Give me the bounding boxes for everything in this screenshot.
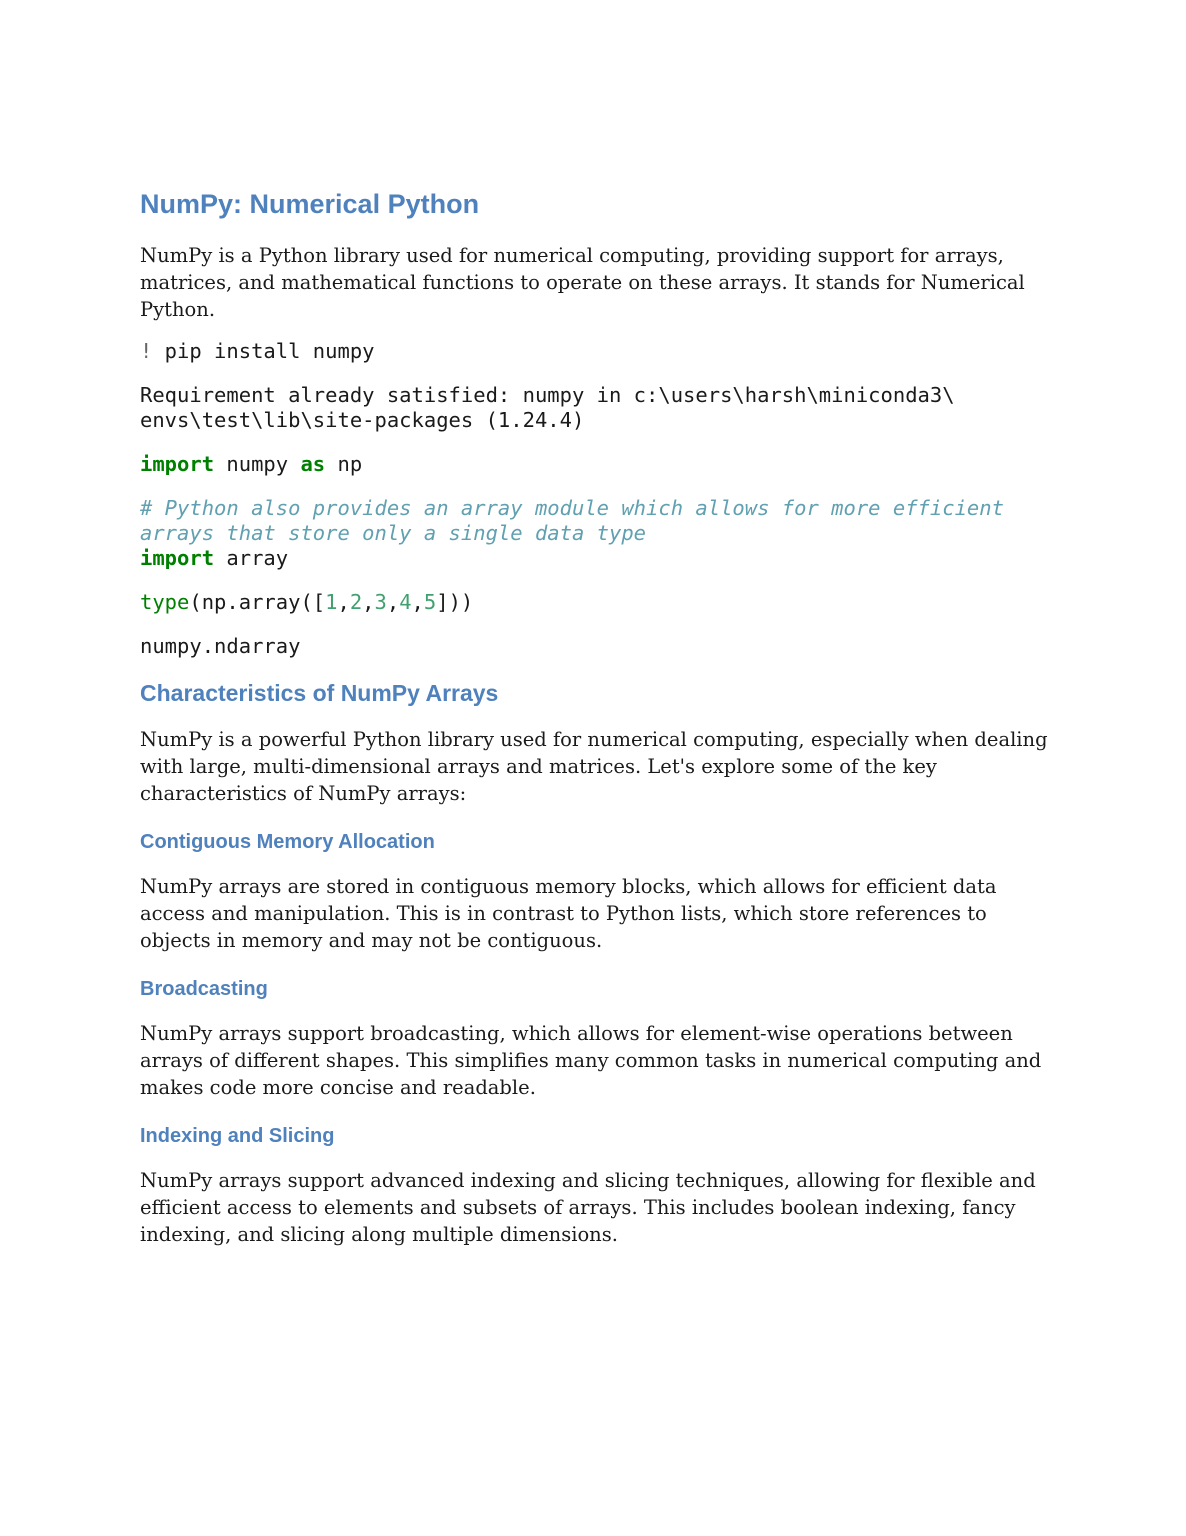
subsection-text-indexing: NumPy arrays support advanced indexing and slicing techniques, allowing for flexible and efficient access to elements and subsets of arrays. This includes boolean indexing, fancy indexing, and slicing along multiple dimensions. bbox=[140, 1169, 1036, 1246]
subsection-text-broadcasting: NumPy arrays support broadcasting, which allows for element-wise operations between arrays of different shapes. This simplifies many common tasks in numerical computing and makes code more concise and readable. bbox=[140, 1022, 1042, 1099]
section-intro: NumPy is a powerful Python library used for numerical computing, especially when dealing with large, multi-dimensional arrays and matrices. Let's explore some of the key characteristics of NumPy arrays: bbox=[140, 728, 1048, 805]
number-literal: 5 bbox=[423, 590, 437, 614]
keyword-as: as bbox=[300, 452, 326, 476]
call-close: ])) bbox=[436, 590, 474, 614]
page-title: NumPy: Numerical Python bbox=[140, 189, 480, 219]
number-literal: 3 bbox=[374, 590, 387, 614]
number-literal: 1 bbox=[325, 590, 338, 614]
subsection-heading-broadcasting: Broadcasting bbox=[140, 978, 268, 1000]
call-open: (np.array([ bbox=[189, 590, 326, 614]
comma: , bbox=[337, 590, 350, 614]
subsection-heading-indexing: Indexing and Slicing bbox=[140, 1125, 335, 1147]
pip-command: pip install numpy bbox=[152, 339, 375, 363]
number-literal: 4 bbox=[399, 590, 412, 614]
code-output-pip: Requirement already satisfied: numpy in c:\users\harsh\miniconda3\ envs\test\lib\site-packages (1.24.4) bbox=[140, 383, 967, 432]
shell-bang: ! bbox=[140, 339, 153, 363]
subsection-text-contiguous: NumPy arrays are stored in contiguous memory blocks, which allows for efficient data access and manipulation. This is in contrast to Python lists, which store references to objects in memory and may not be contiguous. bbox=[140, 875, 997, 952]
number-literal: 2 bbox=[349, 590, 363, 614]
keyword-import: import bbox=[140, 546, 215, 570]
builtin-type: type bbox=[140, 590, 190, 614]
code-cell-type-check bbox=[140, 590, 1060, 615]
subsection-heading-contiguous: Contiguous Memory Allocation bbox=[140, 831, 435, 853]
section-heading: Characteristics of NumPy Arrays bbox=[140, 680, 499, 706]
document-page bbox=[140, 186, 1060, 1264]
code-comment: # Python also provides an array module which allows for more efficient arrays that store only a single data type bbox=[140, 496, 1017, 545]
code-output-type: numpy.ndarray bbox=[140, 634, 301, 658]
code-cell-import-numpy bbox=[140, 452, 1060, 477]
code-cell-pip-install bbox=[140, 339, 1060, 364]
intro-paragraph: NumPy is a Python library used for numerical computing, providing support for arrays, matrices, and mathematical functions to operate on these arrays. It stands for Numerical Python. bbox=[140, 244, 1025, 321]
keyword-import: import bbox=[140, 452, 215, 476]
comma: , bbox=[386, 590, 400, 614]
alias-name: np bbox=[325, 452, 363, 476]
code-cell-import-array bbox=[140, 496, 1060, 571]
module-name: array bbox=[214, 546, 289, 570]
module-name: numpy bbox=[214, 452, 301, 476]
comma: , bbox=[411, 590, 424, 614]
comma: , bbox=[362, 590, 375, 614]
